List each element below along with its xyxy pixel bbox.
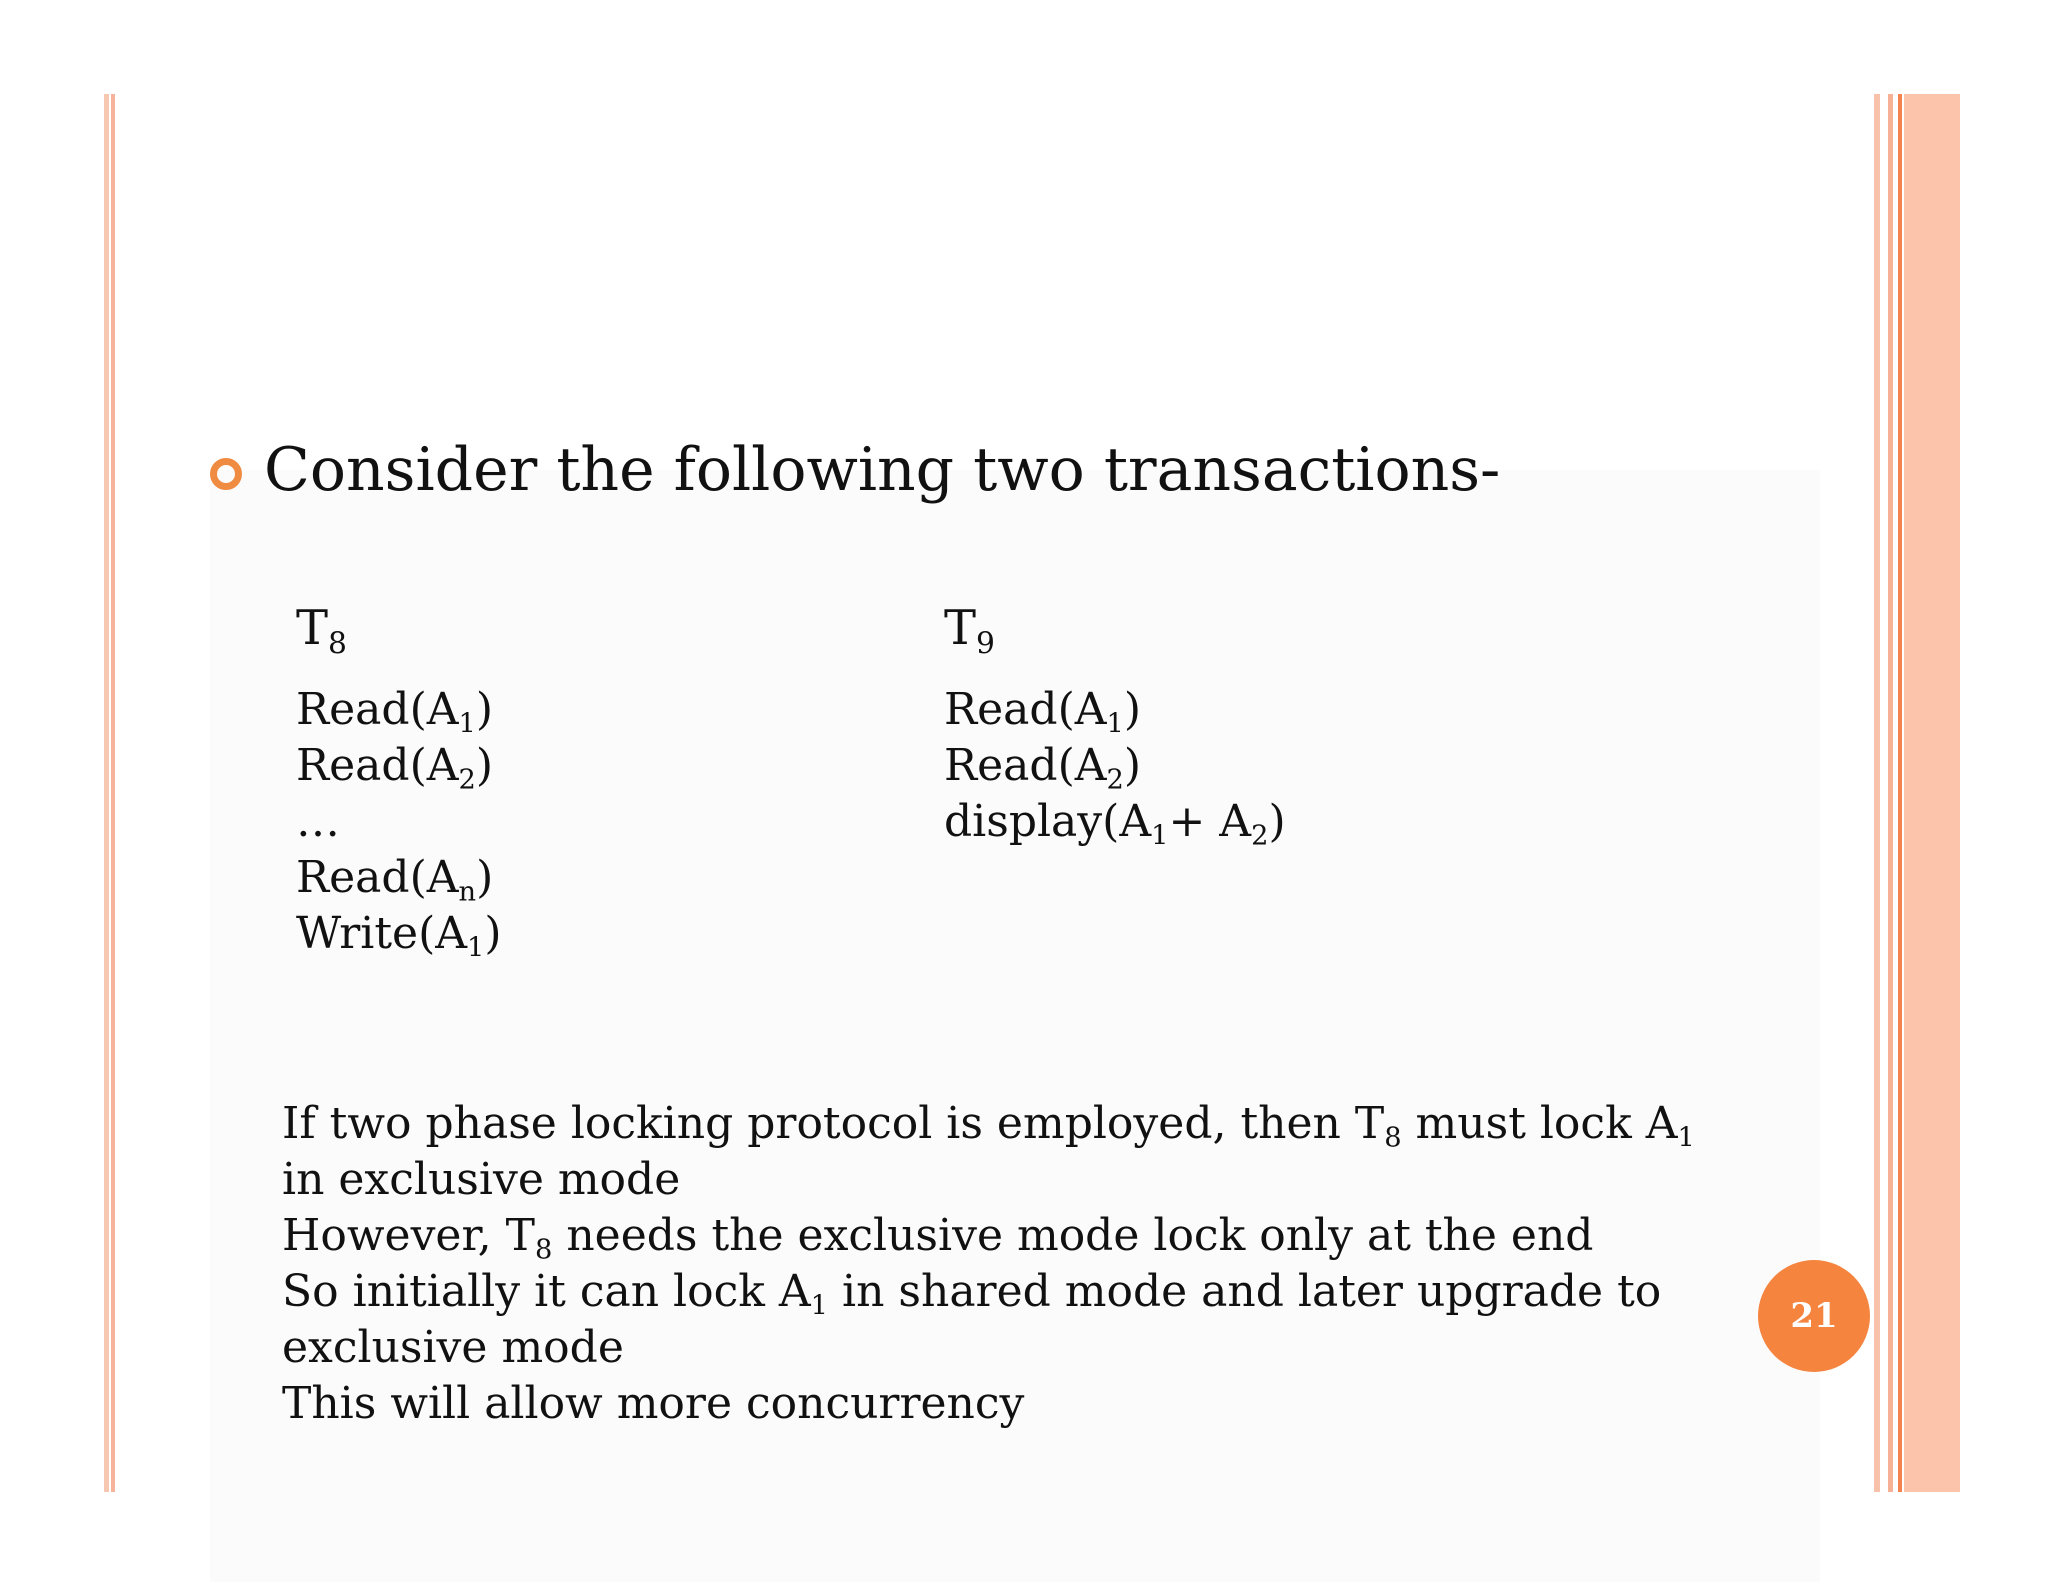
slide-heading: Consider the following two transactions- [264,435,1501,505]
text-line: $Read(A_1)$ [944,684,1142,740]
right-decorative-bar [1874,94,1880,1492]
transaction-label: $T_8$ [296,600,347,662]
text-line: So initially it can lock $A_1$ in shared mode and later upgrade to [282,1266,1662,1322]
transaction-steps [944,682,1286,850]
right-decorative-bar [1904,94,1960,1492]
page-number-badge: 21 [1758,1260,1870,1372]
text-line: However, $T_8$ needs the exclusive mode lock only at the end [282,1210,1594,1266]
transaction-label: $T_9$ [944,600,995,662]
transaction-t8 [296,598,502,962]
text-line: $Read(A_2)$ [296,740,494,796]
text-line: $Write(A_1)$ [296,908,502,964]
left-decorative-bar [104,94,109,1492]
left-decorative-bar [111,94,115,1492]
text-line: $display(A_1+ A_2)$ [944,796,1286,852]
text-line: … [296,796,340,847]
text-line: $Read(A_2)$ [944,740,1142,796]
text-line: $Read(A_1)$ [296,684,494,740]
text-line: in exclusive mode [282,1154,681,1205]
transaction-t9 [944,598,1286,850]
text-line: If two phase locking protocol is employed, then $T_8$ must lock $A_1$ [282,1098,1695,1154]
text-line: This will allow more concurrency [282,1378,1025,1429]
explanation-text [282,1096,1695,1432]
text-line: $Read(A_n)$ [296,852,494,908]
right-decorative-bar [1898,94,1902,1492]
transaction-steps [296,682,502,962]
text-line: exclusive mode [282,1322,624,1373]
right-decorative-bar [1888,94,1893,1492]
circle-bullet-icon [210,458,242,490]
